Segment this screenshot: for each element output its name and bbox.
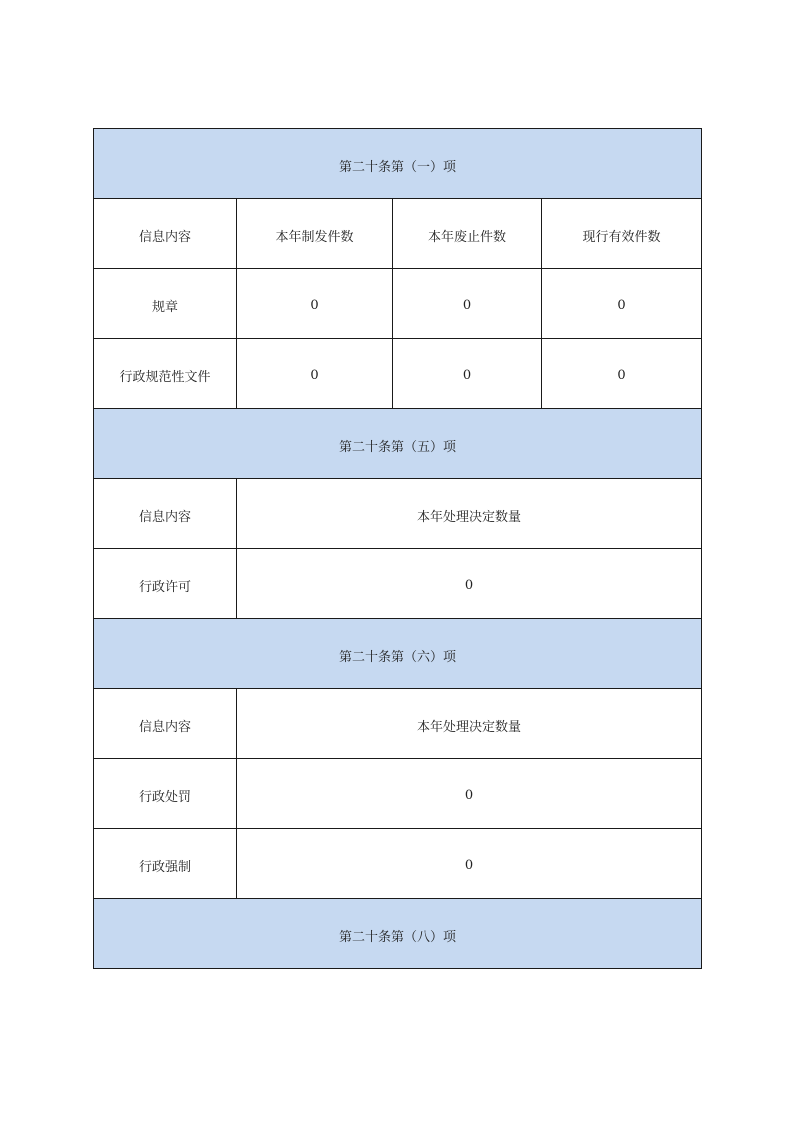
table-row bbox=[94, 549, 702, 619]
value-cell: 0 bbox=[393, 269, 542, 339]
header-cell-info: 信息内容 bbox=[94, 479, 237, 549]
value-cell: 0 bbox=[393, 339, 542, 409]
header-cell-info: 信息内容 bbox=[94, 199, 237, 269]
section-title: 第二十条第（八）项 bbox=[94, 899, 702, 969]
section-header-row bbox=[94, 129, 702, 199]
section-title: 第二十条第（六）项 bbox=[94, 619, 702, 689]
header-cell-decisions: 本年处理决定数量 bbox=[237, 689, 702, 759]
value-cell: 0 bbox=[237, 759, 702, 829]
table-row bbox=[94, 759, 702, 829]
value-cell: 0 bbox=[542, 339, 702, 409]
section-header-row bbox=[94, 619, 702, 689]
header-cell-info: 信息内容 bbox=[94, 689, 237, 759]
value-cell: 0 bbox=[237, 549, 702, 619]
value-cell: 0 bbox=[237, 829, 702, 899]
row-label: 规章 bbox=[94, 269, 237, 339]
table-row bbox=[94, 339, 702, 409]
table-header-row bbox=[94, 199, 702, 269]
value-cell: 0 bbox=[542, 269, 702, 339]
value-cell: 0 bbox=[237, 339, 393, 409]
row-label: 行政处罚 bbox=[94, 759, 237, 829]
table-row bbox=[94, 829, 702, 899]
header-cell-issued: 本年制发件数 bbox=[237, 199, 393, 269]
value-cell: 0 bbox=[237, 269, 393, 339]
section-header-row bbox=[94, 899, 702, 969]
row-label: 行政规范性文件 bbox=[94, 339, 237, 409]
header-cell-decisions: 本年处理决定数量 bbox=[237, 479, 702, 549]
table-header-row bbox=[94, 689, 702, 759]
row-label: 行政强制 bbox=[94, 829, 237, 899]
header-cell-repealed: 本年废止件数 bbox=[393, 199, 542, 269]
disclosure-table bbox=[93, 128, 702, 969]
table-row bbox=[94, 269, 702, 339]
section-title: 第二十条第（一）项 bbox=[94, 129, 702, 199]
row-label: 行政许可 bbox=[94, 549, 237, 619]
section-title: 第二十条第（五）项 bbox=[94, 409, 702, 479]
header-cell-valid: 现行有效件数 bbox=[542, 199, 702, 269]
table-header-row bbox=[94, 479, 702, 549]
section-header-row bbox=[94, 409, 702, 479]
